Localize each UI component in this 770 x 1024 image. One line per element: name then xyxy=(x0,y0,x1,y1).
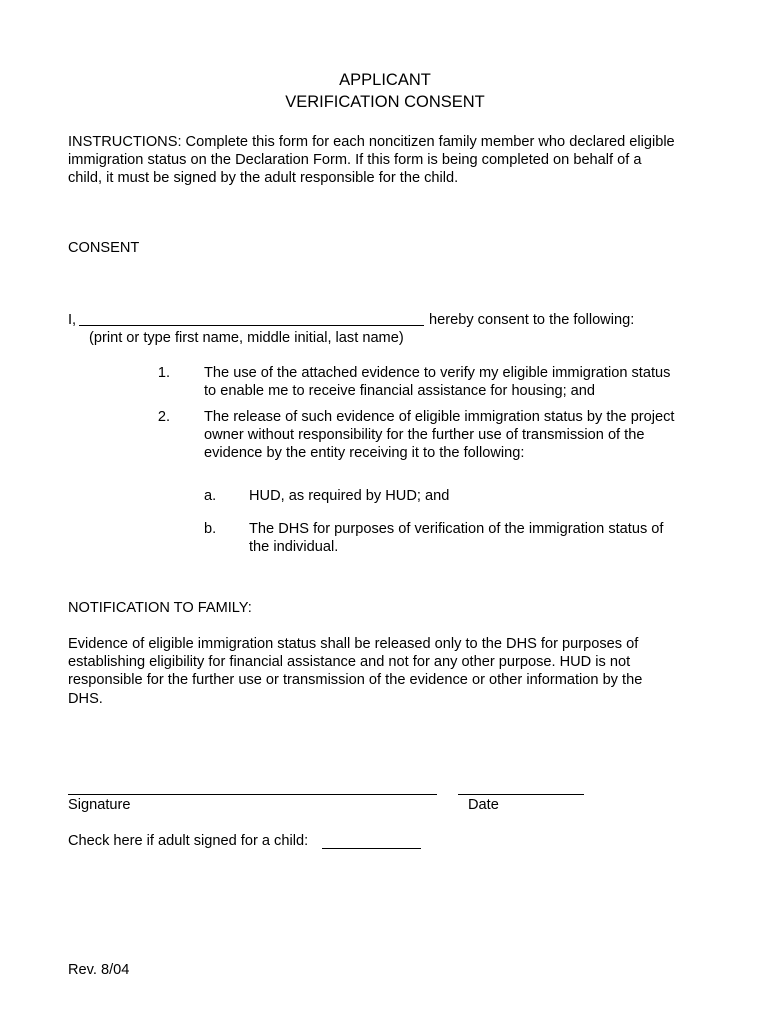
notification-line: DHS. xyxy=(68,690,103,707)
consent-prefix: I, xyxy=(68,312,77,328)
consent-item-2 xyxy=(204,408,675,463)
consent-subitem-a xyxy=(249,487,449,505)
consent-heading: CONSENT xyxy=(68,240,140,256)
instructions xyxy=(68,133,718,188)
item-line: The DHS for purposes of verification of the immigration status of xyxy=(249,521,664,537)
notification-line: Evidence of eligible immigration status shall be released only to the DHS for purposes of xyxy=(68,636,639,652)
item-line: owner without responsibility for the further use of transmission of the xyxy=(204,427,645,444)
consent-suffix: hereby consent to the following: xyxy=(429,312,635,328)
item-number: 1. xyxy=(157,365,170,381)
notification-line: responsible for the further use or transmission of the evidence or other information by the xyxy=(68,672,643,689)
item-line: HUD, as required by HUD; and xyxy=(249,488,450,504)
notification-text xyxy=(68,635,718,708)
subitem-letter: a. xyxy=(204,488,217,504)
consent-item-1 xyxy=(204,364,670,400)
form-title-line1: APPLICANT xyxy=(339,71,431,89)
item-number: 2. xyxy=(157,409,170,425)
date-field[interactable] xyxy=(458,794,584,795)
signature-label: Signature xyxy=(68,797,131,813)
child-check-label: Check here if adult signed for a child: xyxy=(68,833,309,849)
consent-subitem-b xyxy=(249,520,663,556)
item-line: to enable me to receive financial assistance for housing; and xyxy=(204,383,596,400)
child-check-field[interactable] xyxy=(322,848,421,849)
instructions-line: immigration status on the Declaration Form. If this form is being completed on behalf of a xyxy=(68,152,642,169)
subitem-letter: b. xyxy=(204,521,217,537)
form-title-line2: VERIFICATION CONSENT xyxy=(285,93,485,111)
revision-label: Rev. 8/04 xyxy=(68,962,130,978)
notification-heading: NOTIFICATION TO FAMILY: xyxy=(68,600,252,616)
name-field-hint: (print or type first name, middle initial, last name) xyxy=(89,330,404,346)
item-line: the individual. xyxy=(249,539,339,556)
item-line: The release of such evidence of eligible immigration status by the project xyxy=(204,409,675,425)
date-label: Date xyxy=(468,797,499,813)
instructions-line: INSTRUCTIONS: Complete this form for each noncitizen family member who declared eligible xyxy=(68,134,675,150)
instructions-line: child, it must be signed by the adult responsible for the child. xyxy=(68,170,459,187)
signature-field[interactable] xyxy=(68,794,437,795)
notification-line: establishing eligibility for financial assistance and not for any other purpose. HUD is not xyxy=(68,654,631,671)
item-line: evidence by the entity receiving it to the following: xyxy=(204,445,525,462)
item-line: The use of the attached evidence to verify my eligible immigration status xyxy=(204,365,671,381)
applicant-name-field[interactable] xyxy=(79,325,424,326)
